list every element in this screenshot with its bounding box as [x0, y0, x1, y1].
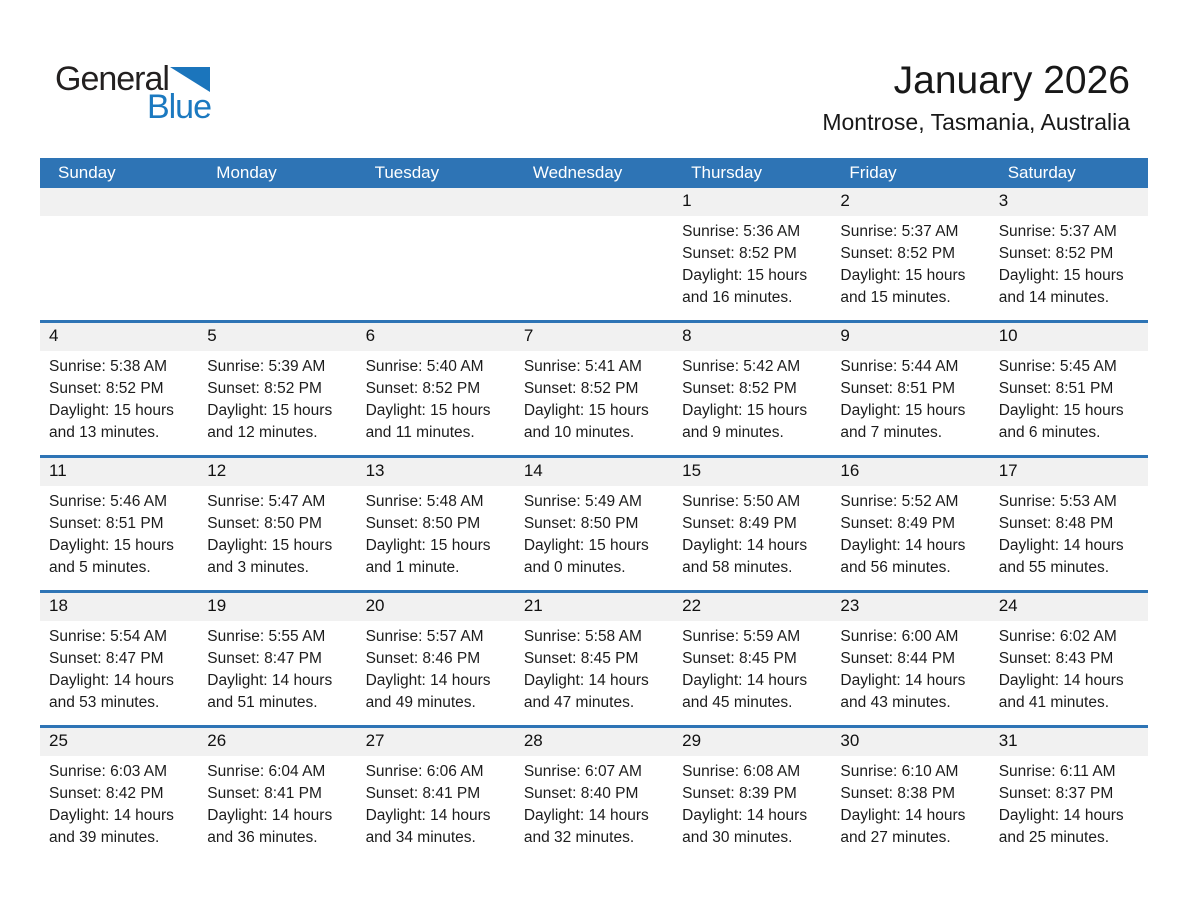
day-cell-10: [990, 323, 1148, 455]
daylight-minutes-text: and 30 minutes.: [682, 829, 793, 846]
day-details: [40, 351, 198, 444]
daylight-minutes-text: and 56 minutes.: [840, 559, 951, 576]
day-cell-13: [357, 458, 515, 590]
daylight-minutes-text: and 6 minutes.: [998, 424, 1101, 441]
day-details: [198, 351, 356, 444]
day-details: [990, 486, 1148, 579]
sunset-text: Sunset: 8:52 PM: [207, 380, 322, 397]
sunrise-text: Sunrise: 5:50 AM: [682, 493, 801, 510]
day-details: [990, 216, 1148, 309]
daylight-minutes-text: and 34 minutes.: [365, 829, 476, 846]
logo-text-general: General: [55, 60, 169, 98]
daylight-hours-text: Daylight: 14 hours: [523, 807, 649, 824]
sunrise-text: Sunrise: 5:39 AM: [207, 358, 326, 375]
day-details: [357, 216, 515, 221]
sunrise-text: Sunrise: 6:03 AM: [49, 763, 168, 780]
daylight-hours-text: Daylight: 15 hours: [365, 402, 491, 419]
day-details: [673, 486, 831, 579]
sunset-text: Sunset: 8:52 PM: [682, 245, 797, 262]
day-number: 16: [831, 458, 989, 486]
daylight-minutes-text: and 45 minutes.: [682, 694, 793, 711]
day-cell-15: [673, 458, 831, 590]
daylight-hours-text: Daylight: 14 hours: [207, 807, 333, 824]
day-details: [357, 351, 515, 444]
day-number: [40, 188, 198, 216]
sunrise-text: Sunrise: 5:58 AM: [523, 628, 642, 645]
day-cell-17: [990, 458, 1148, 590]
sunset-text: Sunset: 8:40 PM: [523, 785, 639, 802]
day-details: [198, 621, 356, 714]
day-details: [515, 621, 673, 714]
daylight-minutes-text: and 7 minutes.: [840, 424, 943, 441]
day-cell-30: [831, 728, 989, 860]
day-number: 17: [990, 458, 1148, 486]
sunset-text: Sunset: 8:47 PM: [207, 650, 322, 667]
day-details: [673, 621, 831, 714]
sunrise-text: Sunrise: 5:47 AM: [207, 493, 326, 510]
sunrise-text: Sunrise: 6:00 AM: [840, 628, 959, 645]
day-number: 27: [357, 728, 515, 756]
day-details: [198, 486, 356, 579]
sunset-text: Sunset: 8:41 PM: [365, 785, 481, 802]
daylight-hours-text: Daylight: 14 hours: [840, 537, 966, 554]
day-cell-empty: [40, 188, 198, 320]
daylight-hours-text: Daylight: 14 hours: [682, 672, 808, 689]
daylight-hours-text: Daylight: 15 hours: [207, 402, 333, 419]
day-cell-26: [198, 728, 356, 860]
daylight-minutes-text: and 15 minutes.: [840, 289, 951, 306]
day-number: 6: [357, 323, 515, 351]
sunrise-text: Sunrise: 6:02 AM: [998, 628, 1117, 645]
sunrise-text: Sunrise: 5:57 AM: [365, 628, 484, 645]
sunset-text: Sunset: 8:45 PM: [523, 650, 639, 667]
daylight-hours-text: Daylight: 15 hours: [682, 267, 808, 284]
day-cell-14: [515, 458, 673, 590]
sunrise-text: Sunrise: 5:41 AM: [523, 358, 642, 375]
day-details: [831, 621, 989, 714]
week-row: [40, 725, 1148, 860]
day-cell-11: [40, 458, 198, 590]
day-details: [198, 216, 356, 221]
daylight-minutes-text: and 27 minutes.: [840, 829, 951, 846]
sunrise-text: Sunrise: 5:42 AM: [682, 358, 801, 375]
day-cell-28: [515, 728, 673, 860]
weekday-header-saturday: Saturday: [1007, 163, 1076, 182]
location-subtitle: Montrose, Tasmania, Australia: [822, 109, 1130, 135]
day-number: 26: [198, 728, 356, 756]
day-details: [990, 621, 1148, 714]
sunrise-text: Sunrise: 5:54 AM: [49, 628, 168, 645]
sunrise-text: Sunrise: 5:37 AM: [998, 223, 1117, 240]
daylight-hours-text: Daylight: 15 hours: [523, 402, 649, 419]
daylight-minutes-text: and 3 minutes.: [207, 559, 309, 576]
day-number: 29: [673, 728, 831, 756]
weekday-header-tuesday: Tuesday: [374, 163, 440, 182]
day-cell-2: [831, 188, 989, 320]
daylight-minutes-text: and 49 minutes.: [365, 694, 476, 711]
day-details: [515, 486, 673, 579]
day-cell-4: [40, 323, 198, 455]
sunset-text: Sunset: 8:50 PM: [365, 515, 481, 532]
day-number: 9: [831, 323, 989, 351]
sunset-text: Sunset: 8:52 PM: [49, 380, 164, 397]
day-number: [198, 188, 356, 216]
sunset-text: Sunset: 8:38 PM: [840, 785, 956, 802]
sunrise-text: Sunrise: 5:49 AM: [523, 493, 642, 510]
sunset-text: Sunset: 8:45 PM: [682, 650, 797, 667]
day-cell-23: [831, 593, 989, 725]
day-cell-20: [357, 593, 515, 725]
day-number: 31: [990, 728, 1148, 756]
daylight-hours-text: Daylight: 15 hours: [523, 537, 649, 554]
daylight-hours-text: Daylight: 14 hours: [840, 807, 966, 824]
sunset-text: Sunset: 8:43 PM: [998, 650, 1114, 667]
day-details: [831, 756, 989, 849]
daylight-hours-text: Daylight: 14 hours: [998, 672, 1124, 689]
day-cell-6: [357, 323, 515, 455]
daylight-hours-text: Daylight: 14 hours: [365, 672, 491, 689]
day-cell-1: [673, 188, 831, 320]
sunset-text: Sunset: 8:52 PM: [682, 380, 797, 397]
daylight-minutes-text: and 14 minutes.: [998, 289, 1109, 306]
sunrise-text: Sunrise: 5:55 AM: [207, 628, 326, 645]
daylight-minutes-text: and 12 minutes.: [207, 424, 318, 441]
daylight-minutes-text: and 32 minutes.: [523, 829, 635, 846]
day-cell-16: [831, 458, 989, 590]
day-details: [40, 216, 198, 221]
sunset-text: Sunset: 8:51 PM: [998, 380, 1114, 397]
sunrise-text: Sunrise: 6:04 AM: [207, 763, 326, 780]
day-details: [40, 486, 198, 579]
day-details: [831, 216, 989, 309]
title-block: [822, 60, 1130, 137]
day-cell-empty: [515, 188, 673, 320]
day-number: 3: [990, 188, 1148, 216]
sunrise-text: Sunrise: 6:08 AM: [682, 763, 801, 780]
sunset-text: Sunset: 8:39 PM: [682, 785, 797, 802]
day-number: 15: [673, 458, 831, 486]
daylight-minutes-text: and 5 minutes.: [49, 559, 151, 576]
day-cell-5: [198, 323, 356, 455]
daylight-hours-text: Daylight: 14 hours: [365, 807, 491, 824]
daylight-minutes-text: and 39 minutes.: [49, 829, 160, 846]
daylight-minutes-text: and 51 minutes.: [207, 694, 318, 711]
week-row: [40, 455, 1148, 590]
day-details: [990, 756, 1148, 849]
daylight-hours-text: Daylight: 14 hours: [998, 807, 1124, 824]
day-details: [831, 486, 989, 579]
day-cell-31: [990, 728, 1148, 860]
daylight-hours-text: Daylight: 15 hours: [840, 267, 966, 284]
day-number: 18: [40, 593, 198, 621]
day-cell-21: [515, 593, 673, 725]
day-number: 28: [515, 728, 673, 756]
daylight-minutes-text: and 0 minutes.: [523, 559, 626, 576]
day-cell-empty: [198, 188, 356, 320]
daylight-hours-text: Daylight: 15 hours: [365, 537, 491, 554]
daylight-hours-text: Daylight: 15 hours: [207, 537, 333, 554]
day-number: 5: [198, 323, 356, 351]
weekday-header-wednesday: Wednesday: [532, 163, 623, 182]
day-cell-7: [515, 323, 673, 455]
daylight-hours-text: Daylight: 14 hours: [998, 537, 1124, 554]
day-number: 20: [357, 593, 515, 621]
sunset-text: Sunset: 8:50 PM: [207, 515, 322, 532]
day-details: [990, 351, 1148, 444]
daylight-minutes-text: and 53 minutes.: [49, 694, 160, 711]
day-details: [198, 756, 356, 849]
sunrise-text: Sunrise: 6:10 AM: [840, 763, 959, 780]
day-number: 14: [515, 458, 673, 486]
sunset-text: Sunset: 8:49 PM: [682, 515, 797, 532]
daylight-hours-text: Daylight: 14 hours: [49, 672, 174, 689]
day-number: [357, 188, 515, 216]
daylight-hours-text: Daylight: 14 hours: [682, 537, 808, 554]
sunrise-text: Sunrise: 5:40 AM: [365, 358, 484, 375]
daylight-minutes-text: and 43 minutes.: [840, 694, 951, 711]
day-number: 1: [673, 188, 831, 216]
sunset-text: Sunset: 8:42 PM: [49, 785, 164, 802]
sunrise-text: Sunrise: 5:45 AM: [998, 358, 1117, 375]
day-cell-25: [40, 728, 198, 860]
daylight-minutes-text: and 58 minutes.: [682, 559, 793, 576]
daylight-minutes-text: and 1 minute.: [365, 559, 460, 576]
daylight-minutes-text: and 41 minutes.: [998, 694, 1109, 711]
sunset-text: Sunset: 8:49 PM: [840, 515, 956, 532]
sunrise-text: Sunrise: 5:38 AM: [49, 358, 168, 375]
day-cell-22: [673, 593, 831, 725]
daylight-hours-text: Daylight: 15 hours: [998, 402, 1124, 419]
day-details: [673, 756, 831, 849]
daylight-minutes-text: and 36 minutes.: [207, 829, 318, 846]
daylight-minutes-text: and 10 minutes.: [523, 424, 635, 441]
day-number: 2: [831, 188, 989, 216]
daylight-hours-text: Daylight: 14 hours: [840, 672, 966, 689]
week-row: [40, 320, 1148, 455]
sunrise-text: Sunrise: 6:06 AM: [365, 763, 484, 780]
daylight-minutes-text: and 11 minutes.: [365, 424, 475, 441]
daylight-minutes-text: and 16 minutes.: [682, 289, 793, 306]
day-details: [515, 351, 673, 444]
page-header: [0, 0, 1188, 158]
sunrise-text: Sunrise: 5:48 AM: [365, 493, 484, 510]
daylight-minutes-text: and 55 minutes.: [998, 559, 1109, 576]
sunset-text: Sunset: 8:44 PM: [840, 650, 956, 667]
day-number: 8: [673, 323, 831, 351]
sunrise-text: Sunrise: 6:11 AM: [998, 763, 1116, 780]
sunset-text: Sunset: 8:52 PM: [365, 380, 481, 397]
week-row: [40, 590, 1148, 725]
sunrise-text: Sunrise: 5:52 AM: [840, 493, 959, 510]
day-details: [40, 756, 198, 849]
day-details: [515, 216, 673, 221]
day-cell-9: [831, 323, 989, 455]
sunrise-text: Sunrise: 5:44 AM: [840, 358, 959, 375]
day-number: 30: [831, 728, 989, 756]
day-number: 22: [673, 593, 831, 621]
day-cell-3: [990, 188, 1148, 320]
day-cell-12: [198, 458, 356, 590]
daylight-hours-text: Daylight: 15 hours: [682, 402, 808, 419]
day-number: 13: [357, 458, 515, 486]
day-number: 10: [990, 323, 1148, 351]
day-details: [40, 621, 198, 714]
sunrise-text: Sunrise: 5:53 AM: [998, 493, 1117, 510]
weekday-header-row: [40, 158, 1148, 188]
day-number: 12: [198, 458, 356, 486]
daylight-hours-text: Daylight: 14 hours: [207, 672, 333, 689]
day-number: 11: [40, 458, 198, 486]
sunset-text: Sunset: 8:50 PM: [523, 515, 639, 532]
sunrise-text: Sunrise: 5:37 AM: [840, 223, 959, 240]
sunset-text: Sunset: 8:52 PM: [998, 245, 1114, 262]
calendar-table: [40, 158, 1148, 860]
day-details: [515, 756, 673, 849]
day-number: 21: [515, 593, 673, 621]
daylight-hours-text: Daylight: 14 hours: [49, 807, 174, 824]
sunset-text: Sunset: 8:51 PM: [840, 380, 956, 397]
day-cell-29: [673, 728, 831, 860]
sunset-text: Sunset: 8:47 PM: [49, 650, 164, 667]
weekday-header-thursday: Thursday: [691, 163, 763, 182]
sunrise-text: Sunrise: 5:59 AM: [682, 628, 801, 645]
daylight-hours-text: Daylight: 14 hours: [682, 807, 808, 824]
calendar-body: [40, 188, 1148, 860]
day-number: [515, 188, 673, 216]
sunset-text: Sunset: 8:51 PM: [49, 515, 164, 532]
weekday-header-monday: Monday: [216, 163, 277, 182]
daylight-hours-text: Daylight: 15 hours: [49, 537, 174, 554]
logo-text-blue: Blue: [146, 88, 211, 126]
daylight-hours-text: Daylight: 15 hours: [998, 267, 1124, 284]
day-cell-27: [357, 728, 515, 860]
daylight-minutes-text: and 9 minutes.: [682, 424, 784, 441]
sunset-text: Sunset: 8:52 PM: [840, 245, 956, 262]
day-cell-24: [990, 593, 1148, 725]
day-number: 7: [515, 323, 673, 351]
daylight-hours-text: Daylight: 14 hours: [523, 672, 649, 689]
day-details: [673, 216, 831, 309]
sunset-text: Sunset: 8:48 PM: [998, 515, 1114, 532]
day-details: [673, 351, 831, 444]
day-number: 25: [40, 728, 198, 756]
day-cell-8: [673, 323, 831, 455]
daylight-hours-text: Daylight: 15 hours: [840, 402, 966, 419]
sunrise-text: Sunrise: 6:07 AM: [523, 763, 642, 780]
weekday-header-sunday: Sunday: [58, 163, 116, 182]
sunset-text: Sunset: 8:46 PM: [365, 650, 481, 667]
daylight-minutes-text: and 47 minutes.: [523, 694, 635, 711]
day-number: 4: [40, 323, 198, 351]
day-number: 23: [831, 593, 989, 621]
month-title: January 2026: [893, 59, 1130, 102]
sunset-text: Sunset: 8:37 PM: [998, 785, 1114, 802]
sunset-text: Sunset: 8:52 PM: [523, 380, 639, 397]
day-cell-18: [40, 593, 198, 725]
day-details: [357, 486, 515, 579]
week-row: [40, 188, 1148, 320]
day-number: 19: [198, 593, 356, 621]
daylight-minutes-text: and 13 minutes.: [49, 424, 160, 441]
day-details: [831, 351, 989, 444]
day-cell-empty: [357, 188, 515, 320]
day-details: [357, 621, 515, 714]
sunrise-text: Sunrise: 5:36 AM: [682, 223, 801, 240]
day-cell-19: [198, 593, 356, 725]
sunset-text: Sunset: 8:41 PM: [207, 785, 322, 802]
sunrise-text: Sunrise: 5:46 AM: [49, 493, 168, 510]
weekday-header-friday: Friday: [849, 163, 897, 182]
day-number: 24: [990, 593, 1148, 621]
day-details: [357, 756, 515, 849]
daylight-hours-text: Daylight: 15 hours: [49, 402, 174, 419]
general-blue-logo: [55, 60, 215, 126]
daylight-minutes-text: and 25 minutes.: [998, 829, 1109, 846]
